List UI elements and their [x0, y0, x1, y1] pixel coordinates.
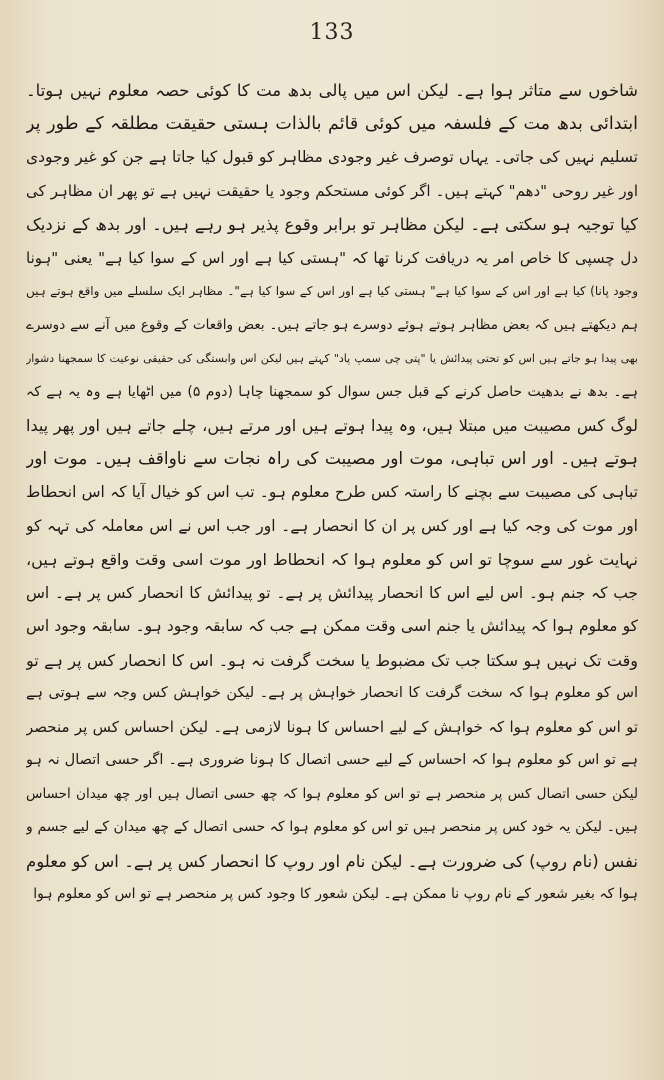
- text-line: ہوا کہ بغیر شعور کے نام روپ نا ممکن ہے۔ لیکن شعور کا وجود کس پر منحصر ہے تو اس کو معلوم ہوا: [33, 886, 638, 902]
- text-line: نہایت غور سے سوچا تو اس کو معلوم ہوا کہ انحطاط اور موت اسی وقت واقع ہوتے ہیں،: [26, 550, 638, 569]
- text-line: تسلیم نہیں کی جاتی۔ یہاں توصرف غیر وجودی مظاہر کو قبول کیا جاتا ہے جن کو غیر وجودی: [26, 148, 638, 166]
- page-number: 133: [309, 20, 355, 45]
- text-line: ہے تو اس کو معلوم ہوا کہ احساس کے لیے حسی اتصال کا ہونا ضروری ہے۔ اگر حسی اتصال نہ ہو: [26, 752, 638, 768]
- text-line: وقت تک نہیں ہو سکتا جب تک مضبوط یا سخت گرفت نہ ہو۔ اس کا انحصار کس پر ہے تو: [26, 650, 638, 670]
- text-line: ہیں۔ لیکن یہ خود کس پر منحصر ہیں تو اس کو معلوم ہوا کہ حسی اتصال کے چھ میدان کے لیے جسم و: [26, 819, 638, 835]
- text-line: اور موت کی وجہ کیا ہے اور کس پر ان کا انحصار ہے۔ اور جب اس نے اس معاملہ کی تہہ کو: [26, 516, 638, 535]
- text-line: لیکن حسی اتصال کس پر منحصر ہے تو اس کو معلوم ہوا کہ چھ حسی اتصال ہیں اور چھ میدان احساس: [26, 785, 638, 802]
- text-line: شاخوں سے متاثر ہوا ہے۔ لیکن اس میں پالی بدھ مت کا کوئی حصہ معلوم نہیں ہوتا۔: [26, 81, 638, 100]
- text-line: ہم دیکھتے ہیں کہ بعض مظاہر ہوتے ہوئے دوسرے ہو جاتے ہیں۔ بعض واقعات کے وقوع میں آنے سے دوسرے: [26, 316, 638, 333]
- text-line: ابتدائی بدھ مت کے فلسفہ میں کوئی قائم بالذات ہستی حقیقت مطلقہ کے طور پر: [26, 113, 638, 134]
- text-line: نفس (نام روپ) کی ضرورت ہے۔ لیکن نام اور روپ کا انحصار کس پر ہے۔ اس کو معلوم: [26, 851, 638, 871]
- text-line: بھی پیدا ہو جاتے ہیں اس کو تحتی پیدائش یا "پتی چی سمپ پاد" کہتے ہیں لیکن اس وابستگی کی حقیقی نوعیت کا سمجھنا دشوار: [26, 352, 638, 365]
- text-line: لوگ کس مصیبت میں مبتلا ہیں، وہ پیدا ہوتے ہیں اور مرتے ہیں، چلے جاتے ہیں اور پھر پیدا: [26, 416, 638, 435]
- text-line: وجود پانا) کیا ہے اور اس کے سوا کیا ہے" ہستی کیا ہے اور اس کے سوا کیا ہے"۔ مظاہر ایک سلسلے میں واقع ہوتے ہیں: [26, 284, 638, 298]
- text-line: اس کو معلوم ہوا کہ سخت گرفت کا انحصار خواہش پر ہے۔ لیکن خواہش کس وجہ سے ہوتی ہے: [26, 685, 638, 701]
- text-line: دل چسپی کا خاص امر یہ دریافت کرنا تھا کہ "ہستی کیا ہے اور اس کے سوا کیا ہے" یعنی "ہونا: [26, 248, 638, 267]
- text-line: جب کہ جنم ہو۔ اس لیے اس کا انحصار پیدائش پر ہے۔ تو پیدائش کا انحصار کس پر ہے۔ اس: [26, 583, 638, 602]
- text-line: اور غیر روحی "دھم" کہتے ہیں۔ اگر کوئی مستحکم وجود یا حقیقت نہیں ہے تو پھر ان مظاہر کی: [26, 181, 638, 200]
- text-line: کو معلوم ہوا کہ پیدائش یا جنم اسی وقت ممکن ہے جب کہ سابقہ وجود ہو۔ سابقہ وجود اس: [26, 617, 638, 635]
- text-line: تو اس کو معلوم ہوا کہ خواہش کے لیے احساس کا ہونا لازمی ہے۔ لیکن احساس کس پر منحصر: [26, 717, 638, 736]
- text-line: ہوتے ہیں۔ اور اس تباہی، موت اور مصیبت کی راہ نجات سے ناواقف ہیں۔ موت اور: [26, 448, 638, 469]
- text-line: ہے۔ بدھ نے بدھیت حاصل کرنے کے قبل جس سوال کو سمجھنا چاہا (دوم ۵) میں اٹھایا ہے وہ یہ ہے کہ: [26, 383, 638, 400]
- text-line: تباہی کی مصیبت سے بچنے کا راستہ کس طرح معلوم ہو۔ تب اس کو خیال آیا کہ اس انحطاط: [26, 483, 638, 501]
- page-body-text: [26, 74, 638, 912]
- text-line: کیا توجیہ ہو سکتی ہے۔ لیکن مظاہر تو برابر وقوع پذیر ہو رہے ہیں۔ اور بدھ کے نزدیک: [26, 215, 638, 234]
